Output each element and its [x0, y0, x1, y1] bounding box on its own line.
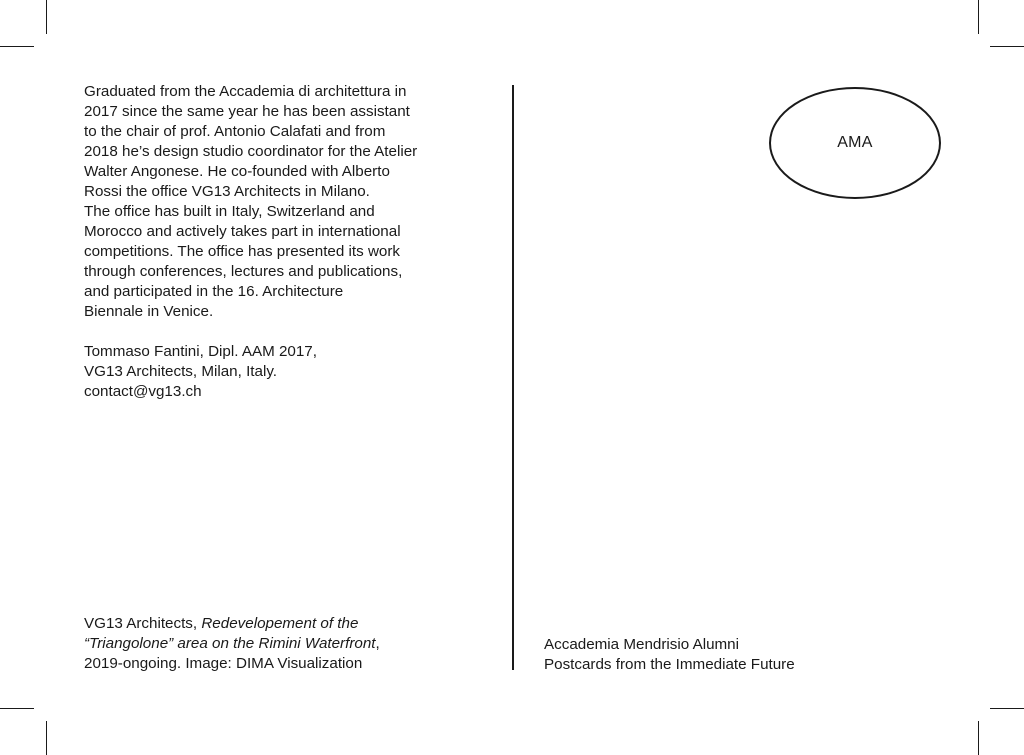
postcard-divider	[512, 85, 514, 670]
crop-mark-top-left-vertical	[46, 0, 47, 34]
caption-line-3: 2019-ongoing. Image: DIMA Visualization	[84, 655, 363, 672]
biography-line: through conferences, lectures and publications,	[84, 263, 403, 280]
biography-line: Rossi the office VG13 Architects in Milano.	[84, 183, 370, 200]
crop-mark-top-right-vertical	[978, 0, 979, 34]
author-office: VG13 Architects, Milan, Italy.	[84, 363, 278, 380]
biography-line: competitions. The office has presented its work	[84, 243, 401, 260]
biography-line: Biennale in Venice.	[84, 303, 214, 320]
crop-mark-bottom-left-vertical	[46, 721, 47, 755]
caption-line-2	[84, 634, 380, 654]
biography-line: Graduated from the Accademia di architettura in	[84, 83, 407, 100]
postcard-footer	[544, 635, 795, 675]
crop-mark-top-left-horizontal	[0, 46, 34, 47]
biography-line: The office has built in Italy, Switzerland and	[84, 203, 375, 220]
image-caption	[84, 614, 380, 674]
crop-mark-top-right-horizontal	[990, 46, 1024, 47]
signature-block	[84, 342, 484, 402]
caption-office: VG13 Architects,	[84, 615, 202, 632]
caption-comma: ,	[375, 635, 380, 652]
crop-mark-bottom-right-horizontal	[990, 708, 1024, 709]
biography-line: to the chair of prof. Antonio Calafati and from	[84, 123, 386, 140]
biography-line: Walter Angonese. He co-founded with Alberto	[84, 163, 390, 180]
author-name: Tommaso Fantini, Dipl. AAM 2017,	[84, 343, 317, 360]
footer-series-title: Postcards from the Immediate Future	[544, 656, 795, 673]
caption-project-title-part-1: Redevelopement of the	[201, 615, 359, 632]
caption-project-title-part-2: “Triangolone” area on the Rimini Waterfront	[84, 635, 376, 652]
crop-mark-bottom-left-horizontal	[0, 708, 34, 709]
stamp-ellipse	[769, 87, 941, 199]
biography-line: 2018 he’s design studio coordinator for the Atelier	[84, 143, 418, 160]
biography-line: 2017 since the same year he has been assistant	[84, 103, 410, 120]
biography-block	[84, 82, 484, 402]
caption-line-1	[84, 614, 380, 634]
biography-text	[84, 82, 484, 322]
biography-line: Morocco and actively takes part in international	[84, 223, 401, 240]
stamp-label: AMA	[837, 134, 873, 151]
biography-line: and participated in the 16. Architecture	[84, 283, 344, 300]
footer-organization: Accademia Mendrisio Alumni	[544, 636, 739, 653]
author-email: contact@vg13.ch	[84, 383, 202, 400]
crop-mark-bottom-right-vertical	[978, 721, 979, 755]
